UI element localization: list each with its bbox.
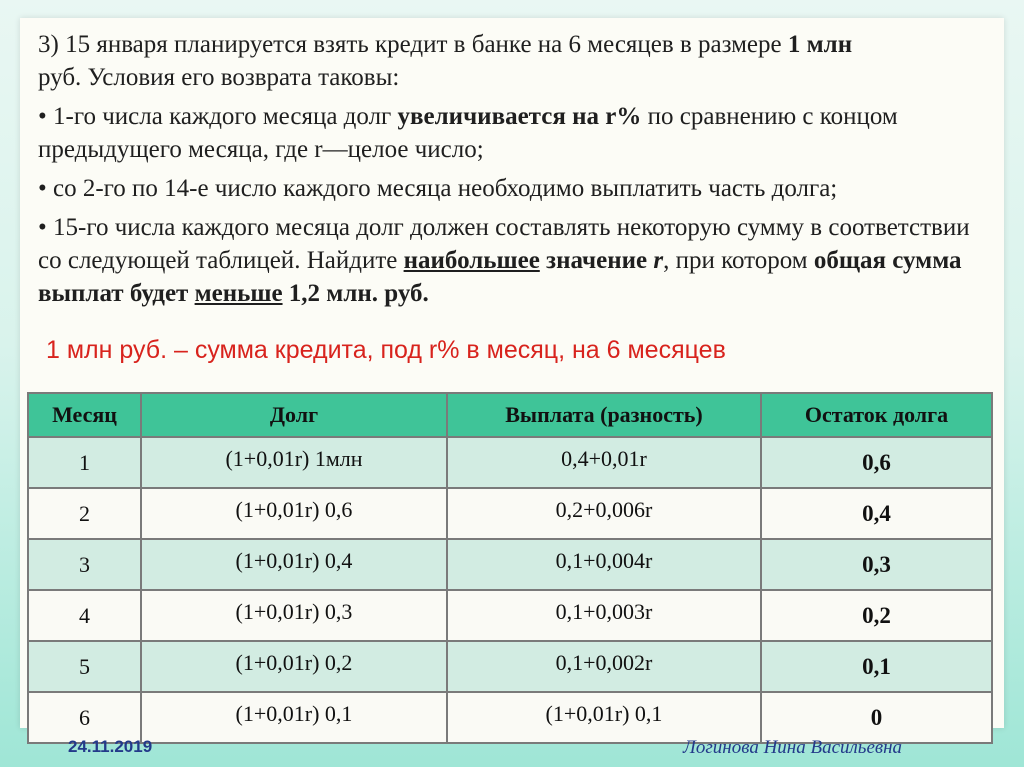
table-row	[28, 590, 992, 641]
problem-statement	[38, 28, 988, 316]
cell-month: 5	[28, 641, 141, 692]
table-row	[28, 539, 992, 590]
cell-debt: (1+0,01r) 0,2	[141, 641, 447, 692]
cell-remaining: 0,6	[761, 437, 992, 488]
table-row	[28, 488, 992, 539]
loan-amount: 1 млн	[787, 31, 853, 58]
bullet-2-text: • со 2-го по 14-е число каждого месяца необходимо выплатить часть долга;	[38, 175, 838, 202]
slide-panel	[20, 18, 1004, 728]
header-remaining: Остаток долга	[761, 393, 992, 437]
loan-subtitle: 1 млн руб. – сумма кредита, под r% в месяц, на 6 месяцев	[46, 336, 726, 364]
cell-remaining: 0,2	[761, 590, 992, 641]
bullet-1	[38, 100, 988, 166]
bullet-3-bold-1: значение	[539, 247, 654, 274]
problem-intro	[38, 28, 988, 94]
table-row	[28, 692, 992, 743]
cell-payment: 0,4+0,01r	[447, 437, 761, 488]
bullet-3-text: • 15-го числа каждого месяца долг должен составлять некоторую сумму в соответствии со следующей таблицей. Найдите	[38, 214, 970, 274]
cell-month: 2	[28, 488, 141, 539]
bullet-3-underlined-1: наибольшее	[403, 247, 540, 274]
cell-debt: (1+0,01r) 0,6	[141, 488, 447, 539]
bullet-3	[38, 211, 988, 310]
cell-remaining: 0	[761, 692, 992, 743]
cell-payment: (1+0,01r) 0,1	[447, 692, 761, 743]
cell-debt: (1+0,01r) 0,4	[141, 539, 447, 590]
cell-payment: 0,1+0,004r	[447, 539, 761, 590]
cell-payment: 0,1+0,003r	[447, 590, 761, 641]
header-debt: Долг	[141, 393, 447, 437]
bullet-1-text: • 1-го числа каждого месяца долг	[38, 103, 398, 130]
bullet-3-underlined-2: меньше	[194, 280, 283, 307]
cell-payment: 0,1+0,002r	[447, 641, 761, 692]
cell-debt: (1+0,01r) 0,1	[141, 692, 447, 743]
cell-month: 1	[28, 437, 141, 488]
footer-date: 24.11.2019	[68, 737, 153, 756]
table-row	[28, 437, 992, 488]
payment-table	[27, 392, 993, 744]
bullet-3-text-2: , при котором	[663, 247, 814, 274]
cell-month: 6	[28, 692, 141, 743]
bullet-3-bold-2: общая сумма выплат будет	[38, 247, 962, 307]
cell-remaining: 0,4	[761, 488, 992, 539]
bullet-1-bold: увеличивается на r%	[397, 103, 642, 130]
cell-debt: (1+0,01r) 1млн	[141, 437, 447, 488]
bullet-3-bold-3: 1,2 млн. руб.	[282, 280, 429, 307]
table-row	[28, 641, 992, 692]
bullet-3-var-r: r	[653, 247, 664, 274]
header-payment: Выплата (разность)	[447, 393, 761, 437]
cell-payment: 0,2+0,006r	[447, 488, 761, 539]
bullet-1-rest: по сравнению с концом предыдущего месяца, где r—целое число;	[38, 103, 898, 163]
bullet-2	[38, 172, 988, 205]
cell-month: 3	[28, 539, 141, 590]
header-month: Месяц	[28, 393, 141, 437]
intro-text-2: руб. Условия его возврата таковы:	[38, 64, 400, 91]
cell-month: 4	[28, 590, 141, 641]
intro-text: 3) 15 января планируется взять кредит в банке на 6 месяцев в размере	[38, 31, 788, 58]
table-header-row	[28, 393, 992, 437]
cell-remaining: 0,3	[761, 539, 992, 590]
footer-author: Логинова Нина Васильевна	[683, 737, 903, 758]
cell-remaining: 0,1	[761, 641, 992, 692]
cell-debt: (1+0,01r) 0,3	[141, 590, 447, 641]
